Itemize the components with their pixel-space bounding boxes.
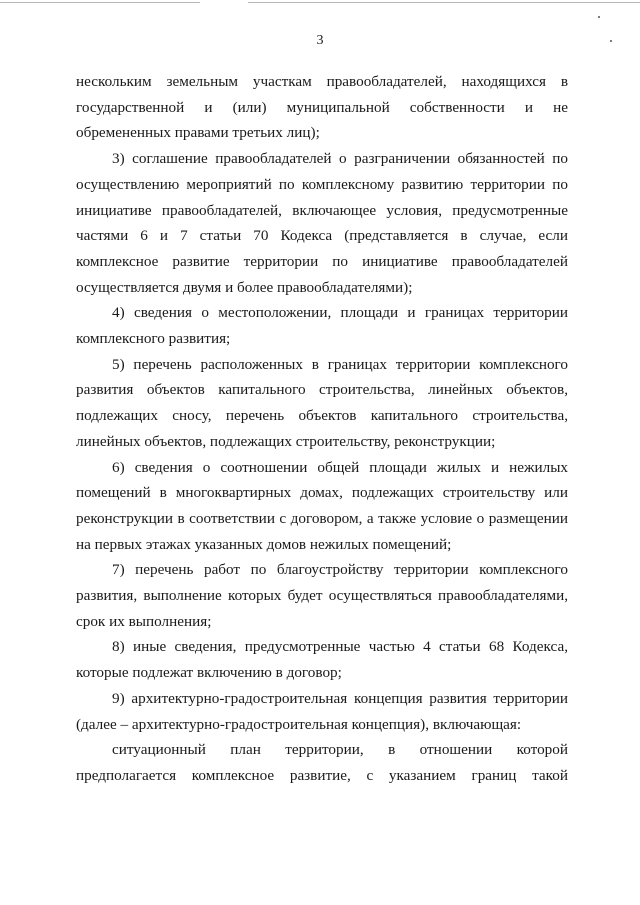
paragraph-situational-plan: ситуационный план территории, в отношении которой предполагается комплексное развитие, с указанием границ такой [76, 741, 568, 784]
paragraph-item-7: 7) перечень работ по благоустройству территории комплексного развития, выполнение которых будет осуществляться правообладателями, срок их выполнения; [76, 561, 568, 630]
scan-top-edge-line [248, 2, 640, 3]
paragraph-item-5: 5) перечень расположенных в границах территории комплексного развития объектов капитального строительства, линейных объектов, подлежащих сносу, перечень объектов капитального строительства, линейных объектов, подлежащих строительству, реконструкции; [76, 355, 568, 450]
document-body [76, 69, 568, 789]
paragraph-item-4: 4) сведения о местоположении, площади и границах территории комплексного развития; [76, 304, 568, 348]
paragraph-item-9: 9) архитектурно-градостроительная концепция развития территории (далее – архитектурно-градостроительная концепция), включающая: [76, 689, 568, 733]
paragraph-continuation: нескольким земельным участкам правообладателей, находящихся в государственной и (или) муниципальной собственности и не обремененных правами третьих лиц); [76, 73, 568, 142]
page-number: 3 [316, 33, 324, 48]
scan-speck [598, 16, 600, 18]
scan-top-edge-line [0, 2, 200, 3]
paragraph-item-6: 6) сведения о соотношении общей площади жилых и нежилых помещений в многоквартирных домах, подлежащих строительству или реконструкции в соответствии с договором, а также условие о размещении на первых этажах указанных домов нежилых помещений; [76, 458, 568, 553]
paragraph-item-3: 3) соглашение правообладателей о разграничении обязанностей по осуществлению мероприятий по комплексному развитию территории по инициативе правообладателей, включающее условия, предусмотренные частями 6 и 7 статьи 70 Кодекса (представляется в случае, если комплексное развитие территории по инициативе правообладателей осуществляется двумя и более правообладателями); [76, 150, 568, 296]
paragraph-item-8: 8) иные сведения, предусмотренные частью 4 статьи 68 Кодекса, которые подлежат включению в договор; [76, 638, 568, 682]
